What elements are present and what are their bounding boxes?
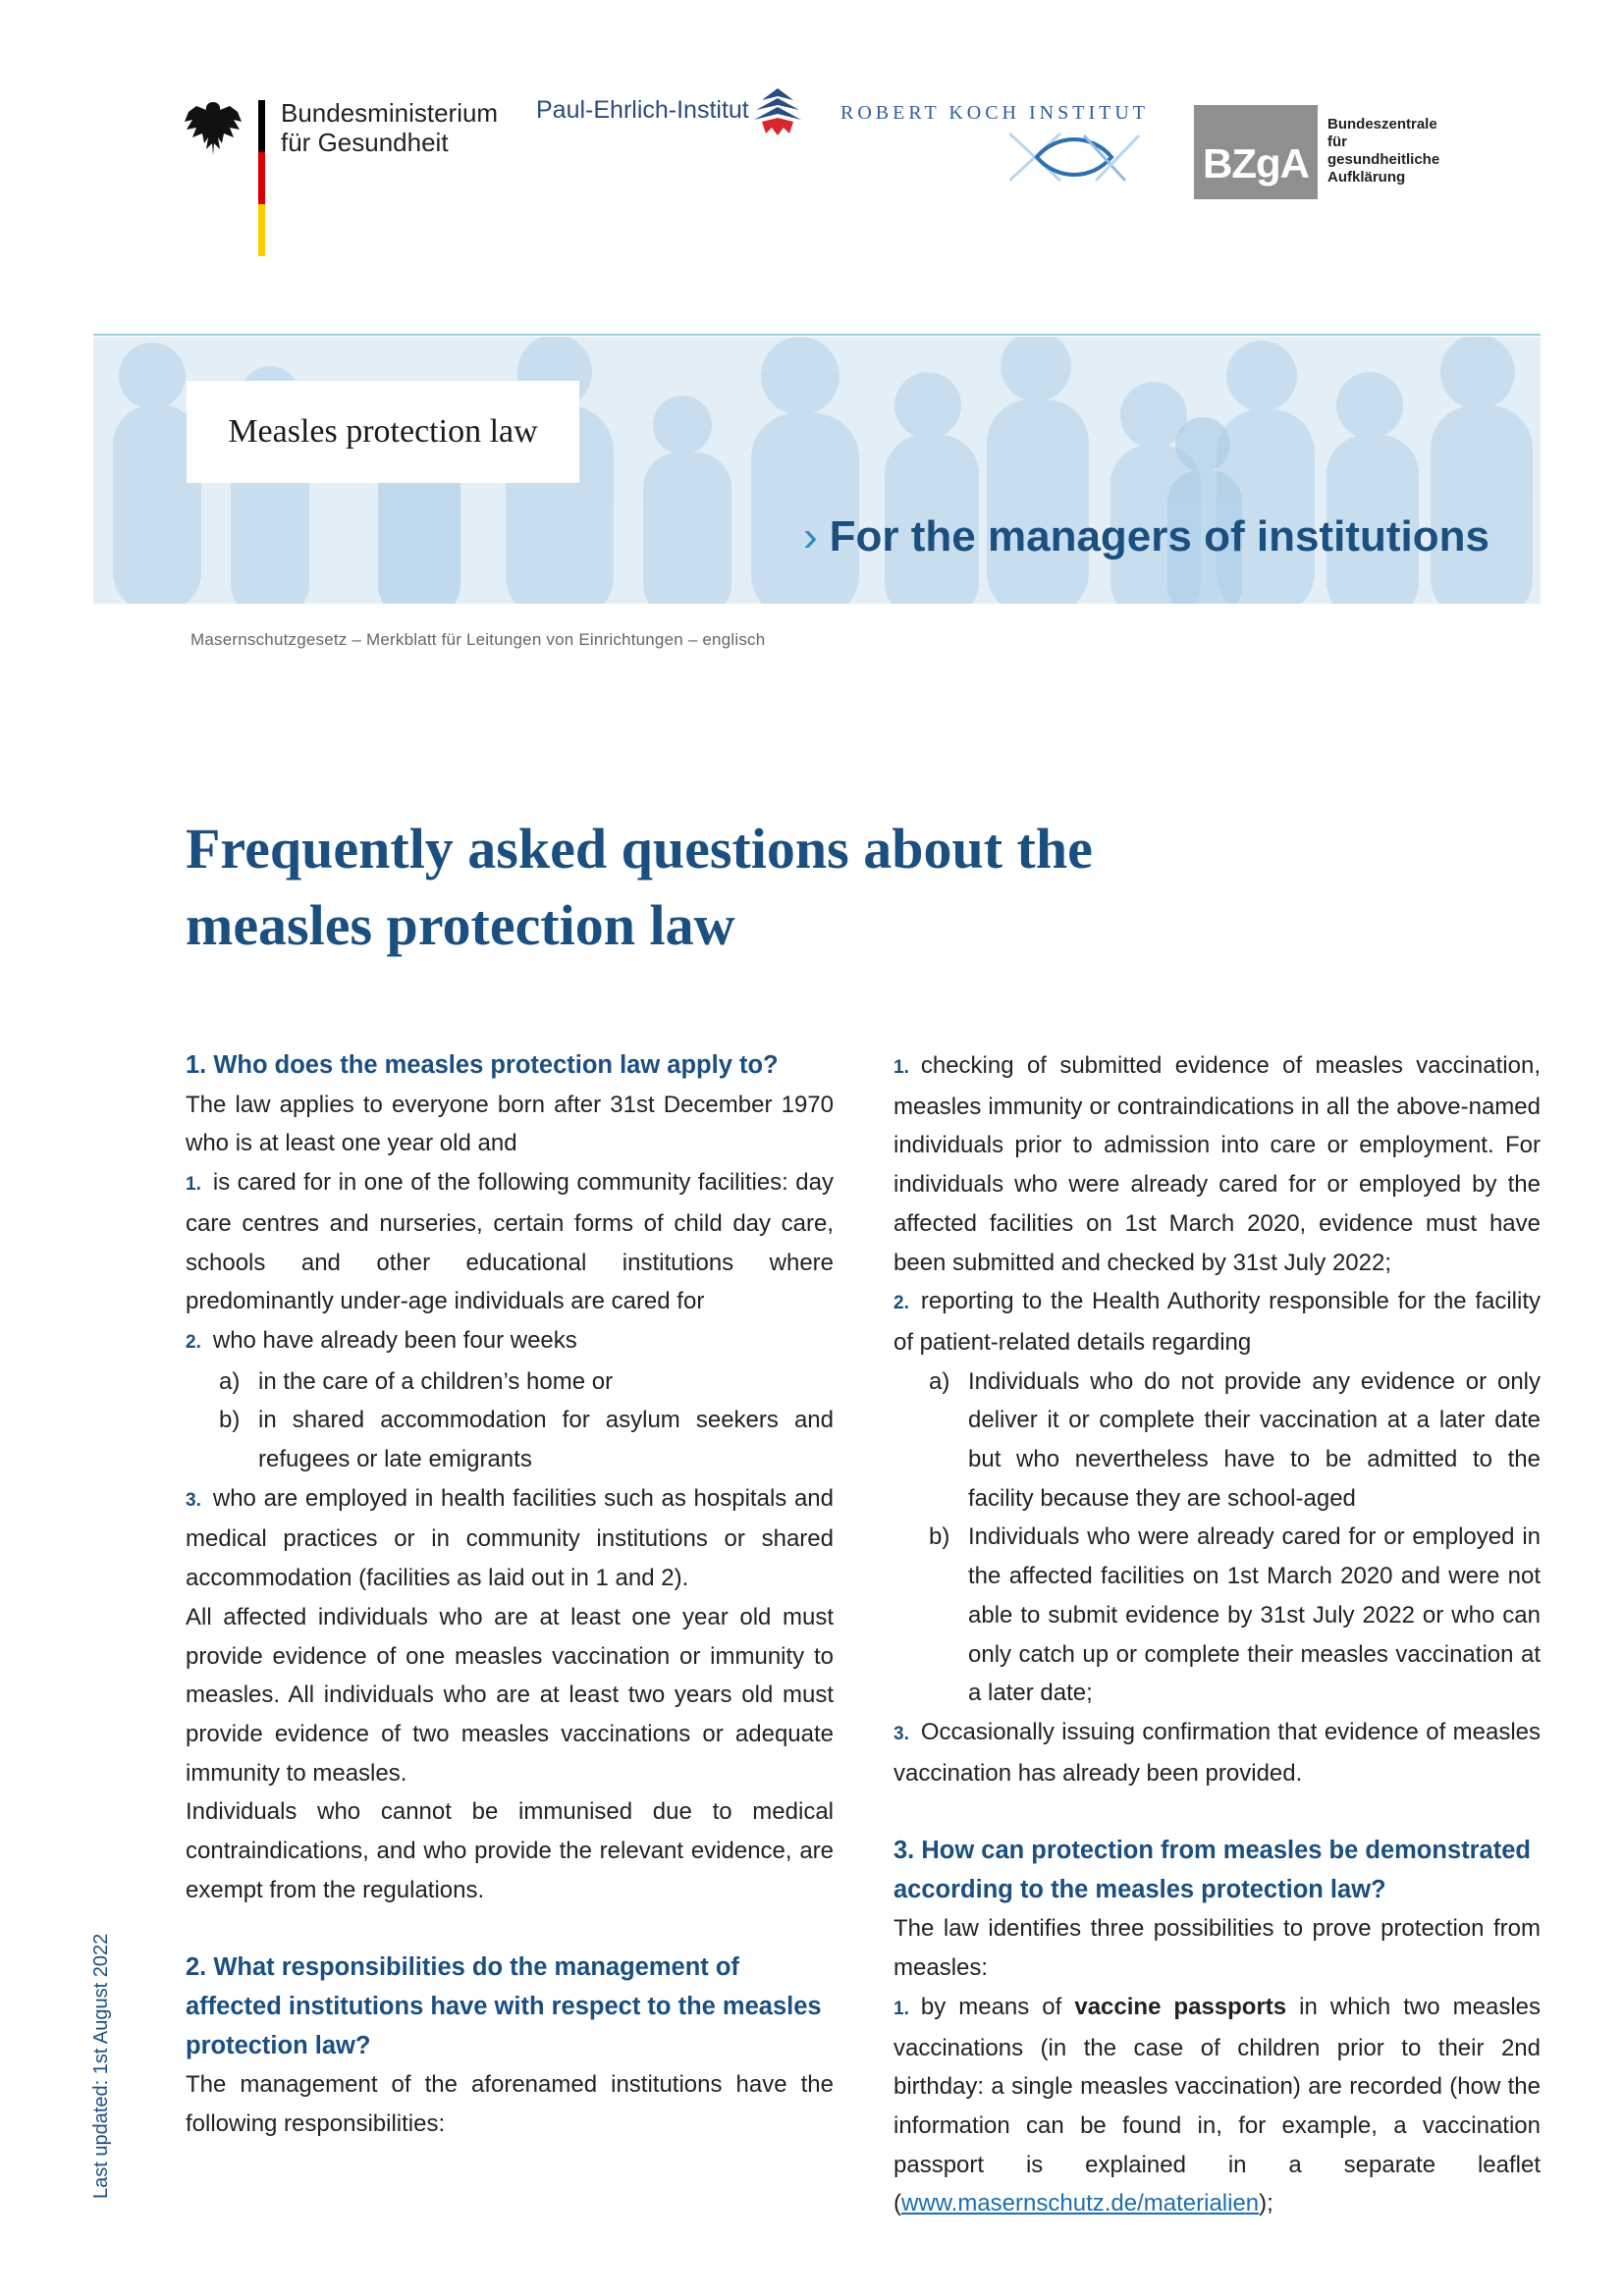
question-2-heading: 2. What responsibilities do the management of affected institutions have with respect to the measles protection law?	[186, 1953, 822, 2059]
materials-link[interactable]: www.masernschutz.de/materialien	[901, 2190, 1260, 2217]
banner-top-rule	[93, 334, 1541, 336]
bmg-line1: Bundesministerium	[281, 98, 499, 128]
list-text: who are employed in health facilities such as hospitals and medical practices or in community institutions or shared accommodation (facilities as laid out in 1 and 2).	[186, 1484, 834, 1592]
sub-list-letter: b)	[929, 1523, 950, 1551]
sub-list-item	[893, 1518, 1541, 1713]
paragraph: Individuals who cannot be immunised due to medical contraindications, and who provide the relevant evidence, are exempt from the regulations.	[186, 1798, 834, 1903]
bmg-line2: für Gesundheit	[281, 128, 449, 157]
sub-list-item	[186, 1401, 834, 1478]
list-item	[186, 1321, 834, 1362]
question-2-intro: The management of the aforenamed institutions have the following responsibilities:	[186, 2071, 834, 2137]
list-item	[186, 1479, 834, 1598]
page-title-line1: Frequently asked questions about the	[186, 817, 1093, 881]
sub-list-text: in shared accommodation for asylum seekers and refugees or late emigrants	[258, 1407, 834, 1473]
list-text-post: in which two measles vaccinations (in the case of children prior to their 2nd birthday: a single measles vaccination) are recorded (how the information can be found in, for example, a vaccination passport is explained in a separate leaflet (	[893, 1993, 1542, 2217]
sub-list-text: Individuals who were already cared for or employed in the affected facilities on 1st March 2020 and were not able to submit evidence by 31st July 2022 or who can only catch up or complete their measles vaccination at a later date;	[968, 1523, 1541, 1707]
sub-list-letter: a)	[929, 1367, 950, 1395]
german-flag-bar	[258, 100, 265, 255]
banner-subtitle	[803, 512, 1489, 561]
pei-logo-text: Paul-Ehrlich-Institut	[536, 96, 749, 124]
federal-eagle-icon	[183, 98, 244, 159]
list-number: 1.	[893, 1998, 909, 2019]
list-number: 3.	[893, 1723, 909, 1744]
sub-list-text: in the care of a children’s home or	[258, 1367, 614, 1395]
banner-subtitle-text: For the managers of institutions	[829, 512, 1489, 561]
bzga-line1: Bundeszentrale	[1327, 116, 1437, 133]
list-number: 2.	[893, 1293, 909, 1314]
rki-logo-icon	[1009, 130, 1147, 185]
sub-list-letter: b)	[219, 1407, 241, 1434]
list-item	[893, 1713, 1541, 1792]
chevron-right-icon: ›	[803, 512, 818, 561]
list-number: 2.	[186, 1331, 201, 1353]
list-item	[893, 1046, 1541, 1282]
list-text: is cared for in one of the following community facilities: day care centres and nurseries, certain forms of child day care, schools and other educational institutions where predominantly under-age individuals are cared for	[186, 1169, 834, 1315]
bzga-line3: gesundheitliche	[1327, 151, 1440, 168]
list-text-end: );	[1259, 2190, 1273, 2217]
list-text: checking of submitted evidence of measles vaccination, measles immunity or contraindications in all the above-named individuals prior to admission into care or employment. For individuals who were already cared for or employed by the affected facilities on 1st March 2020, evidence must have been submitted and checked by 31st July 2022;	[893, 1052, 1541, 1276]
document-reference: Masernschutzgesetz – Merkblatt für Leitungen von Einrichtungen – englisch	[190, 630, 766, 649]
sub-list-letter: a)	[219, 1367, 241, 1395]
banner-label	[187, 381, 579, 483]
list-item	[893, 1988, 1541, 2223]
paragraph: All affected individuals who are at least one year old must provide evidence of one measles vaccination or immunity to measles. All individuals who are at least two years old must provide evidence of two measles vaccinations or adequate immunity to measles.	[186, 1603, 834, 1787]
list-item	[893, 1282, 1541, 1362]
list-text: reporting to the Health Authority responsible for the facility of patient-related details regarding	[893, 1288, 1541, 1356]
pei-logo-icon	[750, 84, 805, 139]
question-1-intro: The law applies to everyone born after 31st December 1970 who is at least one year old and	[186, 1091, 834, 1157]
question-3-intro: The law identifies three possibilities to prove protection from measles:	[893, 1915, 1541, 1982]
last-updated-label: Last updated: 1st August 2022	[90, 1933, 112, 2199]
banner-label-text: Measles protection law	[228, 413, 538, 450]
list-number: 3.	[186, 1489, 201, 1511]
rki-logo-text: ROBERT KOCH INSTITUT	[840, 102, 1149, 124]
sub-list-item	[186, 1362, 834, 1402]
page-title	[186, 811, 1266, 964]
bzga-logo-mark: BZgA	[1194, 105, 1318, 199]
list-text: who have already been four weeks	[212, 1326, 577, 1354]
list-text-bold: vaccine passports	[1074, 1993, 1287, 2020]
bzga-line2: für	[1327, 133, 1347, 150]
list-text: Occasionally issuing confirmation that evidence of measles vaccination has already been provided.	[893, 1718, 1541, 1787]
list-text-pre: by means of	[920, 1993, 1062, 2020]
bzga-logo-text	[1327, 116, 1439, 187]
list-number: 1.	[893, 1057, 909, 1078]
question-1-heading: 1. Who does the measles protection law apply to?	[186, 1051, 779, 1079]
question-3-heading: 3. How can protection from measles be demonstrated according to the measles protection law?	[893, 1837, 1531, 1903]
sub-list-item	[893, 1362, 1541, 1519]
bzga-line4: Aufklärung	[1327, 169, 1406, 186]
list-number: 1.	[186, 1174, 201, 1196]
list-item	[186, 1163, 834, 1321]
bmg-logo-text	[281, 98, 498, 157]
page-title-line2: measles protection law	[186, 893, 735, 957]
left-column	[186, 1046, 834, 2144]
sub-list-text: Individuals who do not provide any evidence or only deliver it or complete their vaccination at a later date but who nevertheless have to be admitted to the facility because they are school-aged	[968, 1367, 1541, 1512]
right-column	[893, 1046, 1541, 2223]
